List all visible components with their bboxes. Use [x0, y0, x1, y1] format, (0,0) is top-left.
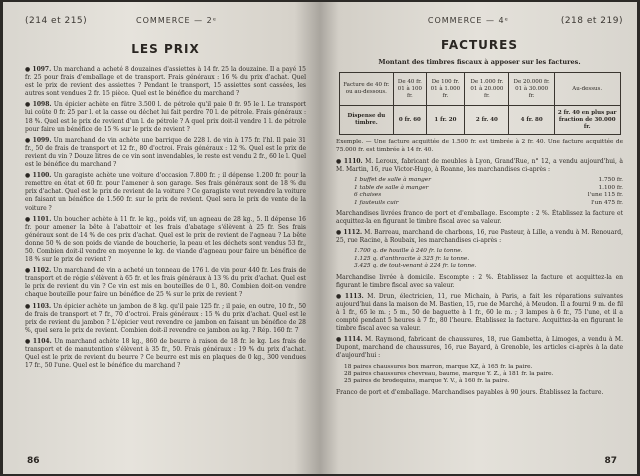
exercise-text: Un marchand a acheté 8 douzaines d'assiettes à 14 fr. 25 la douzaine. Il a payé 15 fr. 25 pour frais d'emballage et de transport. Frais généraux : 16 % du prix d'achat. Quel est le prix de revient des assiettes ? Pendant le transport, 15 assiettes sont cassées, les autres sont vendues 2 fr. 15 pièce. Quel est le bénéfice du marchand ?: [25, 66, 306, 98]
bullet-icon: ●: [25, 302, 31, 310]
exercise-number: 1097.: [32, 66, 52, 73]
exercise-paragraph: [25, 216, 306, 265]
exercise-text: M. Drun, électricien, 11, rue Michain, à Paris, a fait les réparations suivantes aujourd'hui dans la maison de M. Bastien, 15, rue de Marché, à Meudon. Il a fourni 9 m. de fil à 1 fr., 65 le m. ; 5 m., 50 de baguette à 1 fr., 60 le m. ; 3 lampes à 6 fr., 75 l'une, et il a compté pendant 5 heures à 7 fr., 80 l'heure. Établissez la facture. Acquittez-la en figurant le timbre fiscal avec sa valeur.: [336, 292, 623, 333]
line-item: 1.700 q. de houille à 240 fr. la tonne.: [354, 248, 463, 255]
invoice-line: [354, 192, 623, 199]
exercise-text: Un épicier achète en fûtre 3.500 l. de pétrole qu'il paie 0 fr. 95 le l. Le transport lui coûte 0 fr. 25 par l. et la casse ou déchet lui fait perdre 70 l. de pétrole. Frais généraux : 18 %. Quel est le prix de revient d'un l. de pétrole ? A quel prix doit-il vendre 1 l. de pétrole pour faire un bénéfice de 15 % sur le prix de revient ?: [25, 101, 306, 133]
line-price: [573, 248, 623, 255]
invoice-lines-1112: [354, 248, 623, 270]
table-cell: De 1.000 fr. 01 à 20.000 fr.: [465, 73, 509, 106]
exercise-1110-outro: Marchandises livrées franco de port et d'emballage. Escompte : 2 %. Établissez la facture et acquittez-la en figurant le timbre fiscal avec sa valeur.: [336, 210, 623, 226]
line-price: [573, 263, 623, 270]
exercise-number: 1102.: [32, 267, 52, 275]
bullet-icon: ●: [25, 172, 31, 180]
exercise-paragraph: [25, 303, 306, 335]
line-price: [573, 256, 623, 263]
right-running-head: [336, 16, 623, 26]
exercise-intro: M. Raymond, fabricant de chaussures, 18, rue Gambetta, à Limoges, a vendu à M. Dupont, marchand de chaussures, 16, rue Bayard, à Grenoble, les articles ci-après à la date d'aujourd'hui :: [336, 336, 623, 360]
left-page-number: 86: [27, 456, 40, 466]
invoice-lines-1114: [344, 364, 623, 386]
exercise-intro: M. Leroux, fabricant de meubles à Lyon, Grand'Rue, n° 12, a vendu aujourd'hui, à M. Martin, 16, rue Victor-Hugo, à Roanne, les marchandises ci-après :: [336, 158, 623, 174]
left-running-head: [25, 16, 306, 26]
invoice-line: [354, 177, 623, 184]
left-header-section: COMMERCE — 2ᵉ: [136, 16, 218, 25]
table-cell: 0 fr. 60: [394, 106, 426, 135]
line-price: 1.100 fr.: [598, 184, 623, 191]
bullet-icon: ●: [25, 215, 31, 223]
right-page-number: 87: [604, 456, 617, 466]
table-row: [339, 106, 620, 135]
line-price: l'un 475 fr.: [591, 199, 623, 206]
table-cell: Dispense du timbre.: [339, 106, 394, 135]
line-price: l'une 115 fr.: [587, 192, 623, 199]
right-page-title: FACTURES: [441, 38, 518, 52]
exercise-number: 1099.: [32, 136, 52, 144]
line-item: 1 buffet de salle à manger: [354, 177, 431, 184]
line-item: 6 chaises: [354, 192, 382, 199]
exercise-number: 1104.: [32, 337, 52, 345]
exercise-number: 1114.: [343, 336, 363, 344]
invoice-line: [344, 378, 623, 385]
bullet-icon: ●: [25, 101, 31, 109]
exercise-number: 1098.: [32, 101, 52, 109]
table-cell: Facture de 40 fr. ou au-dessous.: [339, 73, 394, 106]
exercise-intro: M. Barreau, marchand de charbons, 16, rue Pasteur, à Lille, a vendu à M. Renouard, 25, rue Racine, à Roubaix, les marchandises ci-après :: [336, 229, 623, 245]
exercise-text: Un marchand de vin achète une barrique de 228 l. de vin à 175 fr. l'hl. Il paie 31 fr., 50 de frais de transport et 12 fr., 80 d'octroi. Frais généraux : 12 %. Quel est le prix de revient du vin ? Douze litres de ce vin sont invendables, le reste est vendu 2 fr., 60 le l. Quel est le bénéfice du marchand ?: [25, 136, 307, 169]
left-exercise-list: [25, 66, 306, 370]
table-cell: De 100 fr. 01 à 1.000 fr.: [426, 73, 465, 106]
exercise-number: 1103.: [32, 302, 52, 310]
stamp-duty-table: [339, 72, 621, 135]
exercise-1114-outro: Franco de port et d'emballage. Marchandises payables à 90 jours. Établissez la facture.: [336, 388, 604, 396]
exercise-paragraph: [25, 267, 306, 299]
line-item: 3.425 q. de tout-venant à 224 fr. la tonne.: [354, 263, 477, 270]
exercise-text: Un épicier achète un jambon de 8 kg. qu'il paie 125 fr. ; il paie, en outre, 10 fr., 50 de frais de transport et 7 fr., 70 d'octroi. Frais généraux : 15 % du prix d'achat. Quel est le prix de revient du jambon ? L'épicier veut revendre ce jambon en faisant un bénéfice de 28 %, quel sera le prix de revient. Combien doit-il revendre ce jambon au kg. ? Rép. 160 fr. 7: [25, 302, 306, 334]
table-cell: Au-dessus.: [554, 73, 620, 106]
exercise-paragraph: [25, 66, 306, 98]
exercise-1113: ● 1113. M. Drun, électricien, 11, rue Michain, à Paris, a fait les réparations suivantes aujourd'hui dans la maison de M. Bastien, 15, rue de Marché, à Meudon. Il a fourni 9 m. de fil à 1 fr., 65 le m. ; 5 m., 50 de baguette à 1 fr., 60 le m. ; 3 lampes à 6 fr., 75 l'une, et il a compté pendant 5 heures à 7 fr., 80 l'heure. Établissez la facture. Acquittez-la en figurant le timbre fiscal avec sa valeur.: [336, 292, 623, 333]
exercise-paragraph: [25, 172, 306, 212]
exercise-text: Un marchand achète 18 kg., 860 de beurre à raison de 18 fr. le kg. Les frais de transport et de manutention s'élèvent à 35 fr., 50. Frais généraux : 19 % du prix d'achat. Quel est le prix de revient du beurre ? Ce beurre est mis en plaques de 0 kg., 300 vendues 17 fr., 50 l'une. Quel est le bénéfice du marchand ?: [25, 337, 306, 370]
line-price: 1.750 fr.: [598, 177, 623, 184]
table-cell: 2 fr. 40: [465, 106, 509, 135]
table-cell: 2 fr. 40 en plus par fraction de 30.000 fr.: [554, 106, 620, 135]
exercise-number: 1112.: [343, 229, 363, 237]
left-page-title: LES PRIX: [131, 42, 200, 56]
stamp-example: Exemple. — Une facture acquittée de 1.500 fr. est timbrée à 2 fr. 40. Une facture acquittée de 75.000 fr. est timbrée à 14 fr. 40.: [336, 139, 623, 153]
line-item: 1 table de salle à manger: [354, 184, 429, 191]
bullet-icon: ●: [25, 66, 31, 73]
exercise-paragraph: [25, 101, 306, 133]
invoice-line: [354, 185, 623, 192]
exercise-number: 1101.: [32, 215, 52, 223]
exercise-paragraph: [25, 338, 306, 370]
invoice-line: [354, 263, 623, 270]
table-cell: De 20.000 fr. 01 à 30.000 fr.: [509, 73, 554, 106]
exercise-1112: ● 1112. M. Barreau, marchand de charbons, 16, rue Pasteur, à Lille, a vendu à M. Renouard, 25, rue Racine, à Roubaix, les marchandises ci-après :: [336, 229, 623, 245]
invoice-lines-1110: [354, 177, 623, 207]
exercise-1110: ● 1110. M. Leroux, fabricant de meubles à Lyon, Grand'Rue, n° 12, a vendu aujourd'hui, à M. Martin, 16, rue Victor-Hugo, à Roanne, les marchandises ci-après :: [336, 158, 623, 174]
line-item: 1 fauteuils cuir: [354, 199, 399, 206]
right-page: [320, 2, 637, 474]
line-item: 1.125 q. d'anthracite à 325 fr. la tonne.: [354, 255, 470, 262]
exercise-number: 1110.: [343, 158, 363, 166]
stamp-table-caption: Montant des timbres fiscaux à apposer sur les factures.: [378, 58, 581, 66]
exercise-1114: ● 1114. M. Raymond, fabricant de chaussures, 18, rue Gambetta, à Limoges, a vendu à M. Dupont, marchand de chaussures, 16, rue Bayard, à Grenoble, les articles ci-après à la date d'aujourd'hui :: [336, 336, 623, 360]
table-cell: 1 fr. 20: [426, 106, 465, 135]
bullet-icon: ●: [25, 337, 31, 345]
bullet-icon: ●: [25, 136, 31, 144]
line-item: 25 paires de brodequins, marque Y. V., à 160 fr. la paire.: [344, 378, 510, 385]
exercise-text: Un garagiste achète une voiture d'occasion 7.800 fr. ; il dépense 1.200 fr. pour la remettre en état et 60 fr. pour l'amener à son garage. Ses frais généraux sont de 18 % du prix d'achat. Quel est le prix de revient de la voiture ? Ce garagiste veut revendre la voiture en faisant un bénéfice de 1.560 fr. sur le prix de revient. Quel sera le prix de vente de la voiture ?: [25, 172, 306, 212]
right-header-section: COMMERCE — 4ᵉ: [427, 16, 509, 25]
table-cell: De 40 fr. 01 à 100 fr.: [394, 73, 426, 106]
table-cell: 4 fr. 80: [509, 106, 554, 135]
left-page: [3, 2, 320, 474]
left-header-ref: (214 et 215): [25, 16, 88, 26]
exercise-paragraph: [25, 137, 306, 169]
right-header-ref: (218 et 219): [560, 16, 623, 26]
table-row: [339, 73, 620, 106]
line-item: 28 paires chaussures chevreau, baume, marque Y. Z., à 181 fr. la paire.: [344, 370, 554, 377]
bullet-icon: ●: [25, 267, 31, 275]
exercise-text: Un marchand de vin a acheté un tonneau de 176 l. de vin pour 440 fr. Les frais de transport et de régie s'élèvent à 65 fr. et les frais généraux à 13 % du prix d'achat. Quel est le prix de revient du vin ? Ce vin est mis en bouteilles de 0 l., 80. Combien doit-on vendre chaque bouteille pour faire un bénéfice de 25 % sur le prix de revient ?: [25, 267, 306, 299]
invoice-line: [354, 200, 623, 207]
exercise-number: 1113.: [344, 292, 364, 300]
invoice-line: [354, 248, 623, 255]
invoice-line: [344, 364, 623, 371]
exercise-1112-outro: Marchandise livrée à domicile. Escompte : 2 %. Établissez la facture et acquittez-la en figurant le timbre fiscal avec sa valeur.: [336, 273, 623, 289]
exercise-number: 1100.: [32, 172, 52, 180]
line-item: 18 paires chaussures box marron, marque XZ, à 165 fr. la paire.: [344, 363, 533, 370]
open-book: [3, 2, 637, 474]
exercise-text: Un boucher achète à 11 fr. le kg., poids vif, un agneau de 28 kg., 5. Il dépense 16 fr. pour amener la bête à l'abattoir et les frais d'abatage s'élèvent à 25 fr. Ses frais généraux sont de 14 % de ces prix d'achat. Quel est le prix de revient de l'agneau ? La bête donne 50 % de son poids de viande de boucherie, la peau et les déchets sont vendus 53 fr., 50. Combien doit-il vendre en moyenne le kg. de viande d'agneau pour faire un bénéfice de 18 % sur le prix de revient ?: [25, 215, 306, 264]
